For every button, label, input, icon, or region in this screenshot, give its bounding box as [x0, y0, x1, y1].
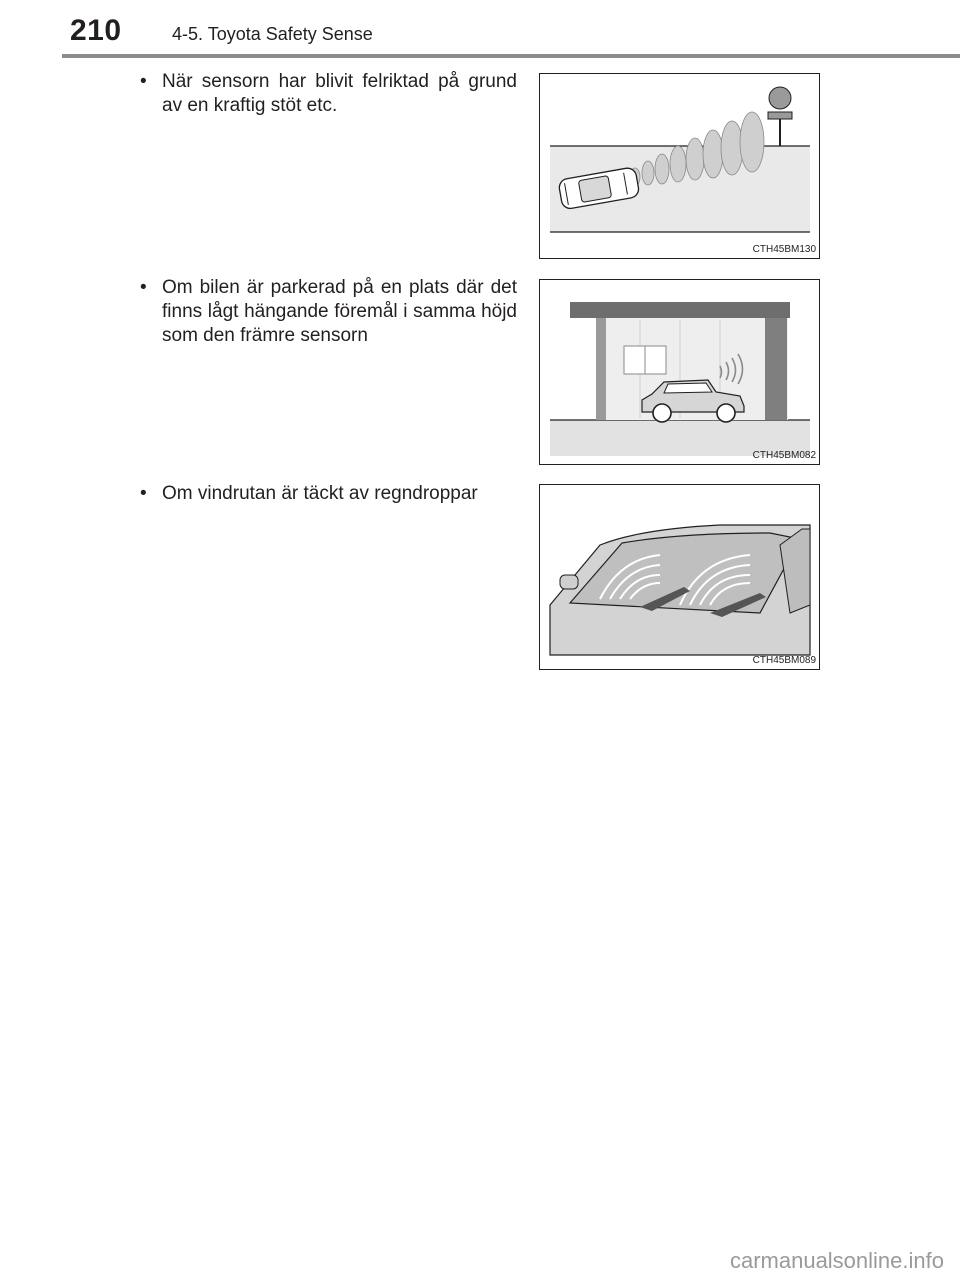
bullet-item — [140, 70, 517, 118]
windshield-illustration — [540, 485, 820, 670]
misaligned-sensor-illustration — [540, 74, 820, 259]
bullet-marker: • — [140, 71, 147, 92]
bullet-marker: • — [140, 277, 147, 298]
bullet-text: Om bilen är parkerad på en plats där det finns lågt hängande föremål i samma höjd som den främre sensorn — [162, 277, 517, 346]
bullet-marker: • — [140, 483, 147, 504]
parked-car-illustration — [540, 280, 820, 465]
figure-code: CTH45BM082 — [752, 450, 816, 461]
bullet-item — [140, 482, 517, 506]
bullet-item — [140, 276, 517, 348]
watermark-logo: carmanualsonline.info — [729, 1248, 944, 1273]
header-rule — [62, 54, 960, 58]
figure-raindrops-windshield — [539, 484, 820, 670]
figure-misaligned-sensor — [539, 73, 820, 259]
page-number: 210 — [70, 14, 122, 47]
figure-low-hanging-object — [539, 279, 820, 465]
figure-code: CTH45BM130 — [752, 244, 816, 255]
section-title: 4-5. Toyota Safety Sense — [172, 24, 373, 44]
bullet-text: När sensorn har blivit felriktad på grund av en kraftig stöt etc. — [162, 71, 517, 116]
bullet-text: Om vindrutan är täckt av regndroppar — [162, 483, 478, 504]
figure-code: CTH45BM089 — [752, 655, 816, 666]
